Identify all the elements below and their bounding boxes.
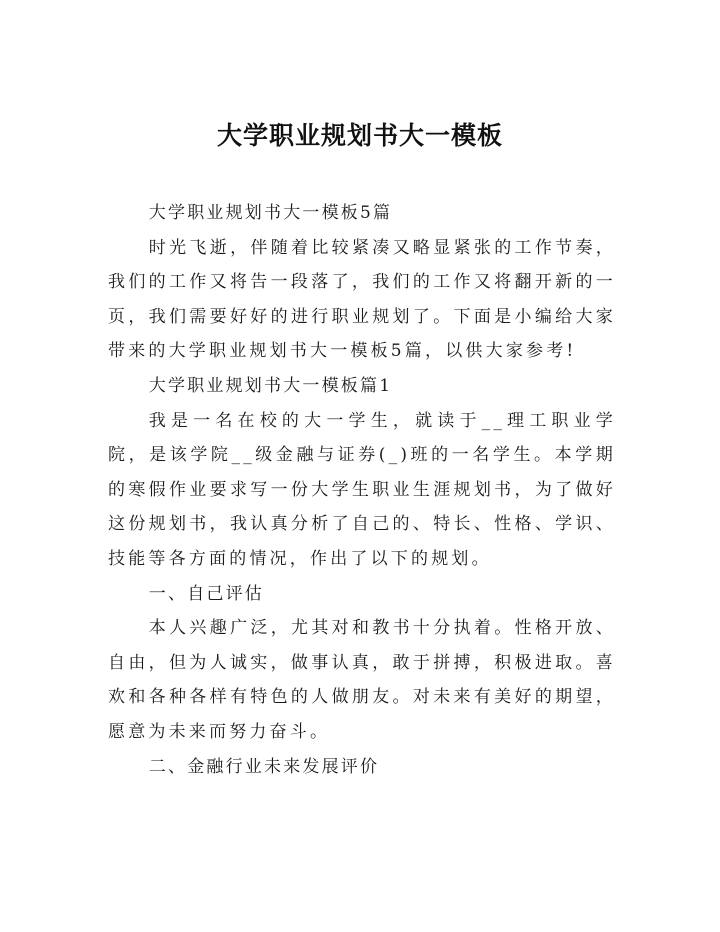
self-assessment-paragraph: 本人兴趣广泛，尤其对和教书十分执着。性格开放、自由，但为人诚实，做事认真，敢于拼搏，积极进取。喜欢和各种各样有特色的人做朋友。对未来有美好的期望，愿意为未来而努力奋斗。 [108,618,616,742]
intro-paragraph: 时光飞逝，伴随着比较紧凑又略显紧张的工作节奏，我们的工作又将告一段落了，我们的工作又将翻开新的一页，我们需要好好的进行职业规划了。下面是小编给大家带来的大学职业规划书大一模板5篇，以供大家参考! [108,237,616,362]
document-title: 大学职业规划书大一模板 [216,121,503,150]
self-intro-paragraph: 我是一名在校的大一学生，就读于__理工职业学院，是该学院__级金融与证券(_)班的一名学生。本学期的寒假作业要求写一份大学生职业生涯规划书，为了做好这份规划书，我认真分析了自己的、特长、性格、学识、技能等各方面的情况，作出了以下的规划。 [108,410,616,569]
section-heading-template-1: 大学职业规划书大一模板篇1 [148,375,393,396]
section-heading-finance-outlook: 二、金融行业未来发展评价 [148,756,380,777]
document-body [108,196,616,784]
subtitle-paragraph: 大学职业规划书大一模板5篇 [148,203,393,223]
section-heading-self-assessment: 一、自己评估 [148,583,264,604]
